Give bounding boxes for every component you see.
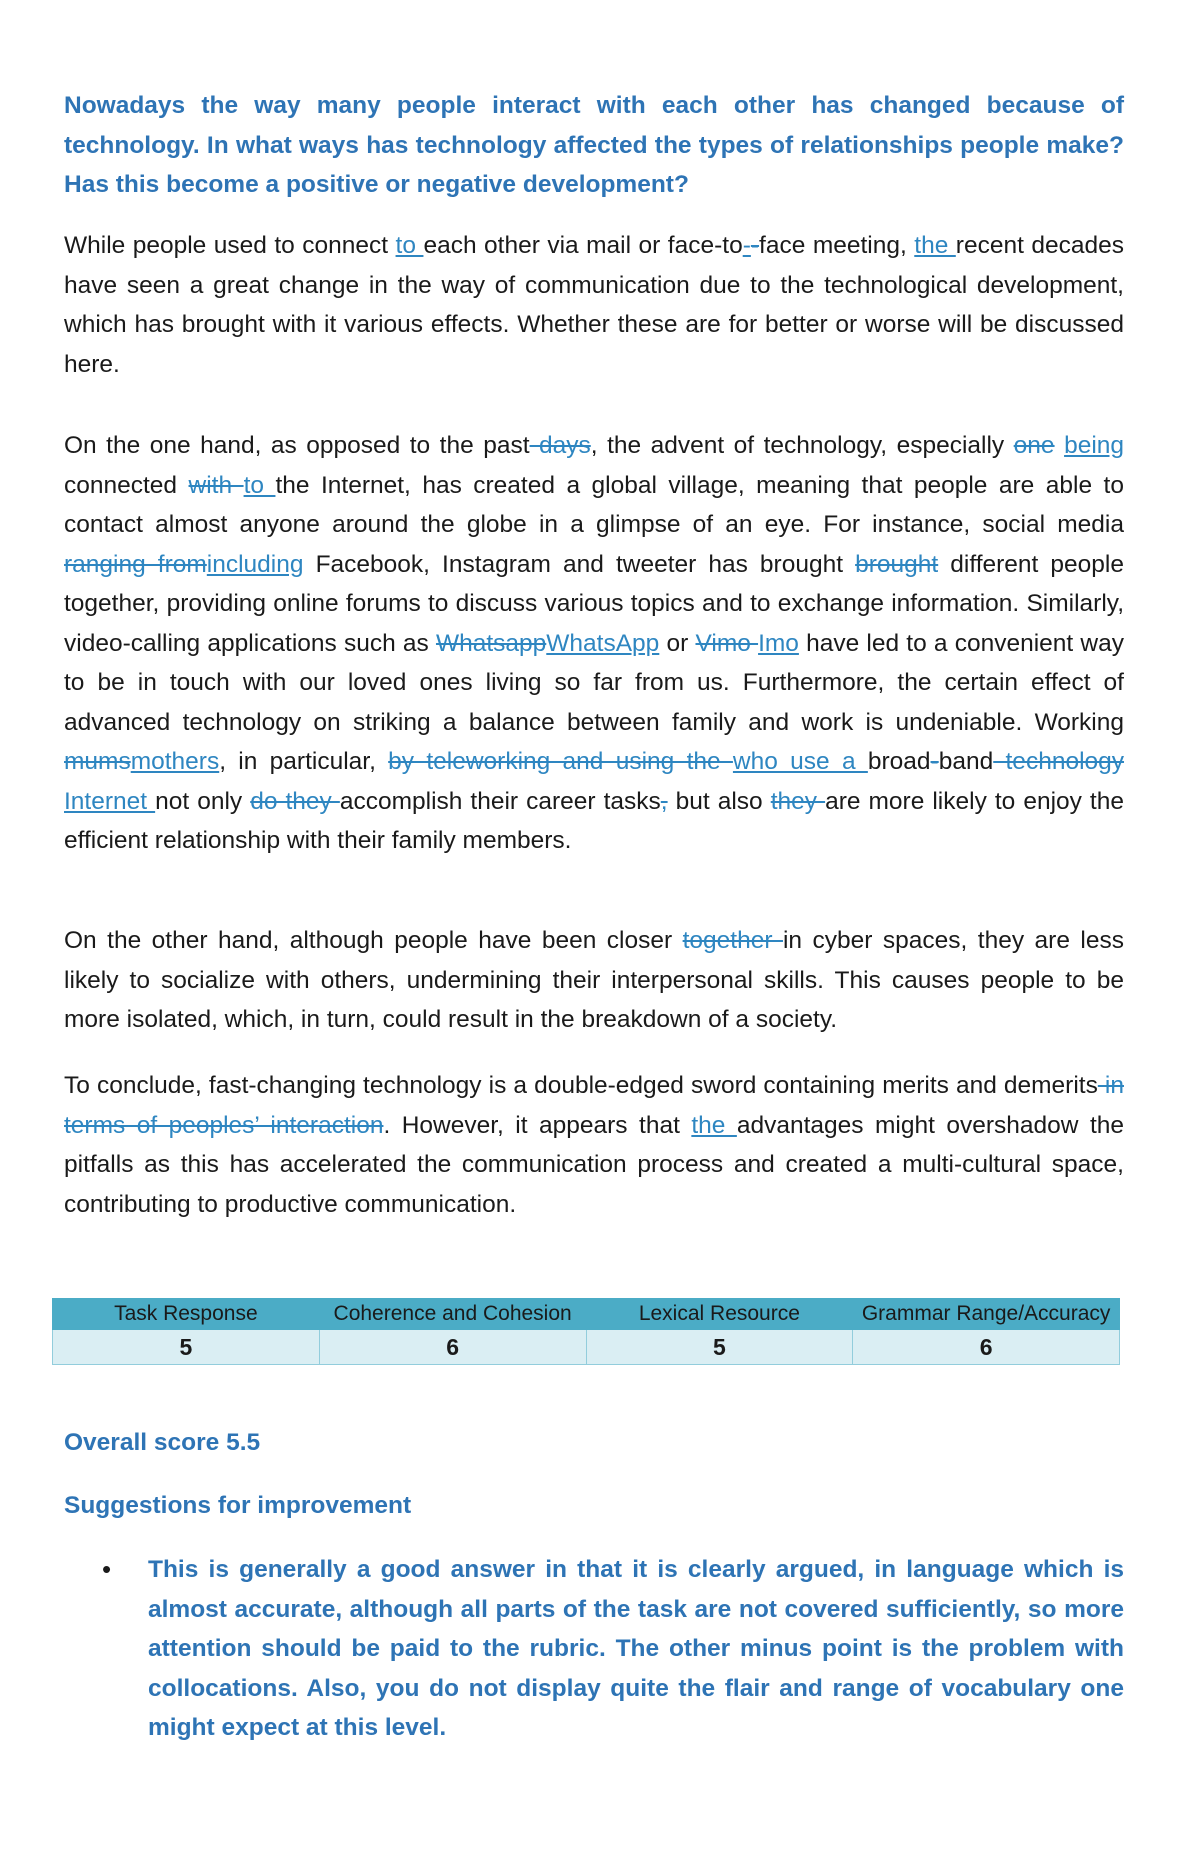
score-task-response: 5 bbox=[53, 1330, 320, 1365]
essay-text: On the one hand, as opposed to the past bbox=[64, 432, 530, 459]
score-coherence-cohesion: 6 bbox=[319, 1330, 586, 1365]
inserted-correction: Internet bbox=[64, 787, 156, 815]
essay-text: broad bbox=[867, 748, 931, 775]
deleted-text: do they bbox=[250, 787, 340, 815]
deleted-text: Whatsapp bbox=[435, 629, 547, 657]
deleted-text: - bbox=[930, 748, 939, 775]
score-value-row bbox=[53, 1330, 1120, 1365]
deleted-text: - bbox=[750, 232, 760, 259]
inserted-correction: the bbox=[914, 232, 956, 259]
essay-text: , in particular, bbox=[219, 748, 389, 775]
essay-text: To conclude, fast-changing technology is a double-edged sword containing merits and demerits bbox=[64, 1072, 1098, 1099]
essay-text: each other via mail or face-to bbox=[423, 232, 743, 259]
inserted-correction: mothers bbox=[130, 748, 220, 775]
essay-text bbox=[1055, 432, 1065, 459]
inserted-correction: Imo bbox=[758, 629, 799, 657]
suggestion-text: This is generally a good answer in that it is clearly argued, in language which is almost accurate, although all parts of the task are not covered sufficiently, so more attention should be paid to the rubric. The other minus point is the problem with collocations. Also, you do not display quite the flair and range of vocabulary one might expect at this level. bbox=[148, 1556, 1124, 1741]
essay-prompt: Nowadays the way many people interact with each other has changed because of technology. In what ways has technology affected the types of relationships people make? Has this become a positive or negative development? bbox=[64, 92, 1124, 198]
essay-text: have led to a convenient way to be in touch with our loved ones living so far from us. Furthermore, the certain effect of advanced technology on striking a balance between family and work is undeniable. Working bbox=[64, 629, 1125, 736]
inserted-correction: to bbox=[243, 471, 276, 499]
essay-text: . However, it appears that bbox=[383, 1111, 692, 1139]
essay-text: in cyber spaces, they are less likely to socialize with others, undermining their interpersonal skills. This causes people to be more isolated, which, in turn, could result in the breakdown of a society. bbox=[64, 927, 1124, 1033]
inserted-correction: WhatsApp bbox=[546, 629, 660, 657]
essay-text: not only bbox=[155, 787, 251, 815]
deleted-text: mums bbox=[64, 748, 131, 775]
deleted-text: days bbox=[529, 432, 591, 459]
inserted-correction: including bbox=[206, 550, 304, 578]
paragraph-text bbox=[64, 426, 1124, 861]
bullet-icon: • bbox=[102, 1554, 112, 1584]
essay-text: the Internet, has created a global village, meaning that people are able to contact almost anyone around the globe in a glimpse of an eye. For instance, social media bbox=[64, 471, 1124, 538]
header-lexical-resource: Lexical Resource bbox=[586, 1299, 853, 1330]
essay-text: connected bbox=[64, 471, 189, 499]
essay-paragraph-3 bbox=[64, 921, 1124, 1040]
header-coherence-cohesion: Coherence and Cohesion bbox=[319, 1299, 586, 1330]
paragraph-text bbox=[64, 226, 1124, 384]
band-score-table bbox=[52, 1298, 1120, 1365]
essay-text: recent decades have seen a great change in the way of communication due to the technological development, which has brought with it various effects. Whether these are for better or worse will be discussed here. bbox=[64, 232, 1124, 378]
score-grammar-range: 6 bbox=[853, 1330, 1120, 1365]
essay-text: , the advent of technology, especially bbox=[590, 432, 1014, 459]
suggestion-item bbox=[64, 1550, 1124, 1748]
deleted-text: together bbox=[682, 927, 783, 954]
paragraph-text bbox=[64, 1066, 1124, 1224]
essay-paragraph-4 bbox=[64, 1066, 1124, 1224]
essay-text: are more likely to enjoy the efficient relationship with their family members. bbox=[64, 787, 1124, 854]
header-task-response: Task Response bbox=[53, 1299, 320, 1330]
score-header-row bbox=[53, 1299, 1120, 1330]
essay-paragraph-1 bbox=[64, 226, 1124, 384]
deleted-text: ranging from bbox=[64, 550, 207, 578]
deleted-text: Vimo bbox=[695, 629, 759, 657]
deleted-text: with bbox=[188, 471, 244, 499]
essay-text: Facebook, Instagram and tweeter has brought bbox=[303, 550, 856, 578]
essay-text: but also bbox=[667, 787, 771, 815]
essay-text: band bbox=[938, 748, 994, 775]
essay-text: advantages might overshadow the pitfalls as this has accelerated the communication process and created a multi-cultural space, contributing to productive communication. bbox=[64, 1111, 1125, 1218]
essay-text: or bbox=[659, 629, 696, 657]
deleted-text: one bbox=[1013, 432, 1055, 459]
essay-text: different people together, providing online forums to discuss various topics and to exchange information. Similarly, video-calling applications such as bbox=[64, 550, 1124, 657]
deleted-text: technology bbox=[993, 748, 1125, 775]
deleted-text: in terms of peoples’ interaction bbox=[64, 1072, 1124, 1139]
inserted-correction: who use a bbox=[732, 748, 868, 775]
deleted-text: , bbox=[660, 787, 668, 815]
deleted-text: they bbox=[770, 787, 826, 815]
essay-text: On the other hand, although people have been closer bbox=[64, 927, 683, 954]
essay-paragraph-2 bbox=[64, 426, 1124, 861]
overall-score: Overall score 5.5 bbox=[64, 1429, 261, 1456]
inserted-correction: being bbox=[1064, 432, 1125, 459]
paragraph-text bbox=[64, 921, 1124, 1040]
essay-text: face meeting, bbox=[759, 232, 915, 259]
score-lexical-resource: 5 bbox=[586, 1330, 853, 1365]
inserted-correction: the bbox=[691, 1111, 737, 1139]
essay-text: While people used to connect bbox=[64, 232, 396, 259]
deleted-text: brought bbox=[855, 550, 939, 578]
inserted-correction: to bbox=[395, 232, 424, 259]
header-grammar-range: Grammar Range/Accuracy bbox=[853, 1299, 1120, 1330]
deleted-text: by teleworking and using the bbox=[388, 748, 733, 775]
suggestions-heading: Suggestions for improvement bbox=[64, 1492, 412, 1519]
inserted-correction: - bbox=[742, 232, 751, 259]
essay-text: accomplish their career tasks bbox=[339, 787, 661, 815]
